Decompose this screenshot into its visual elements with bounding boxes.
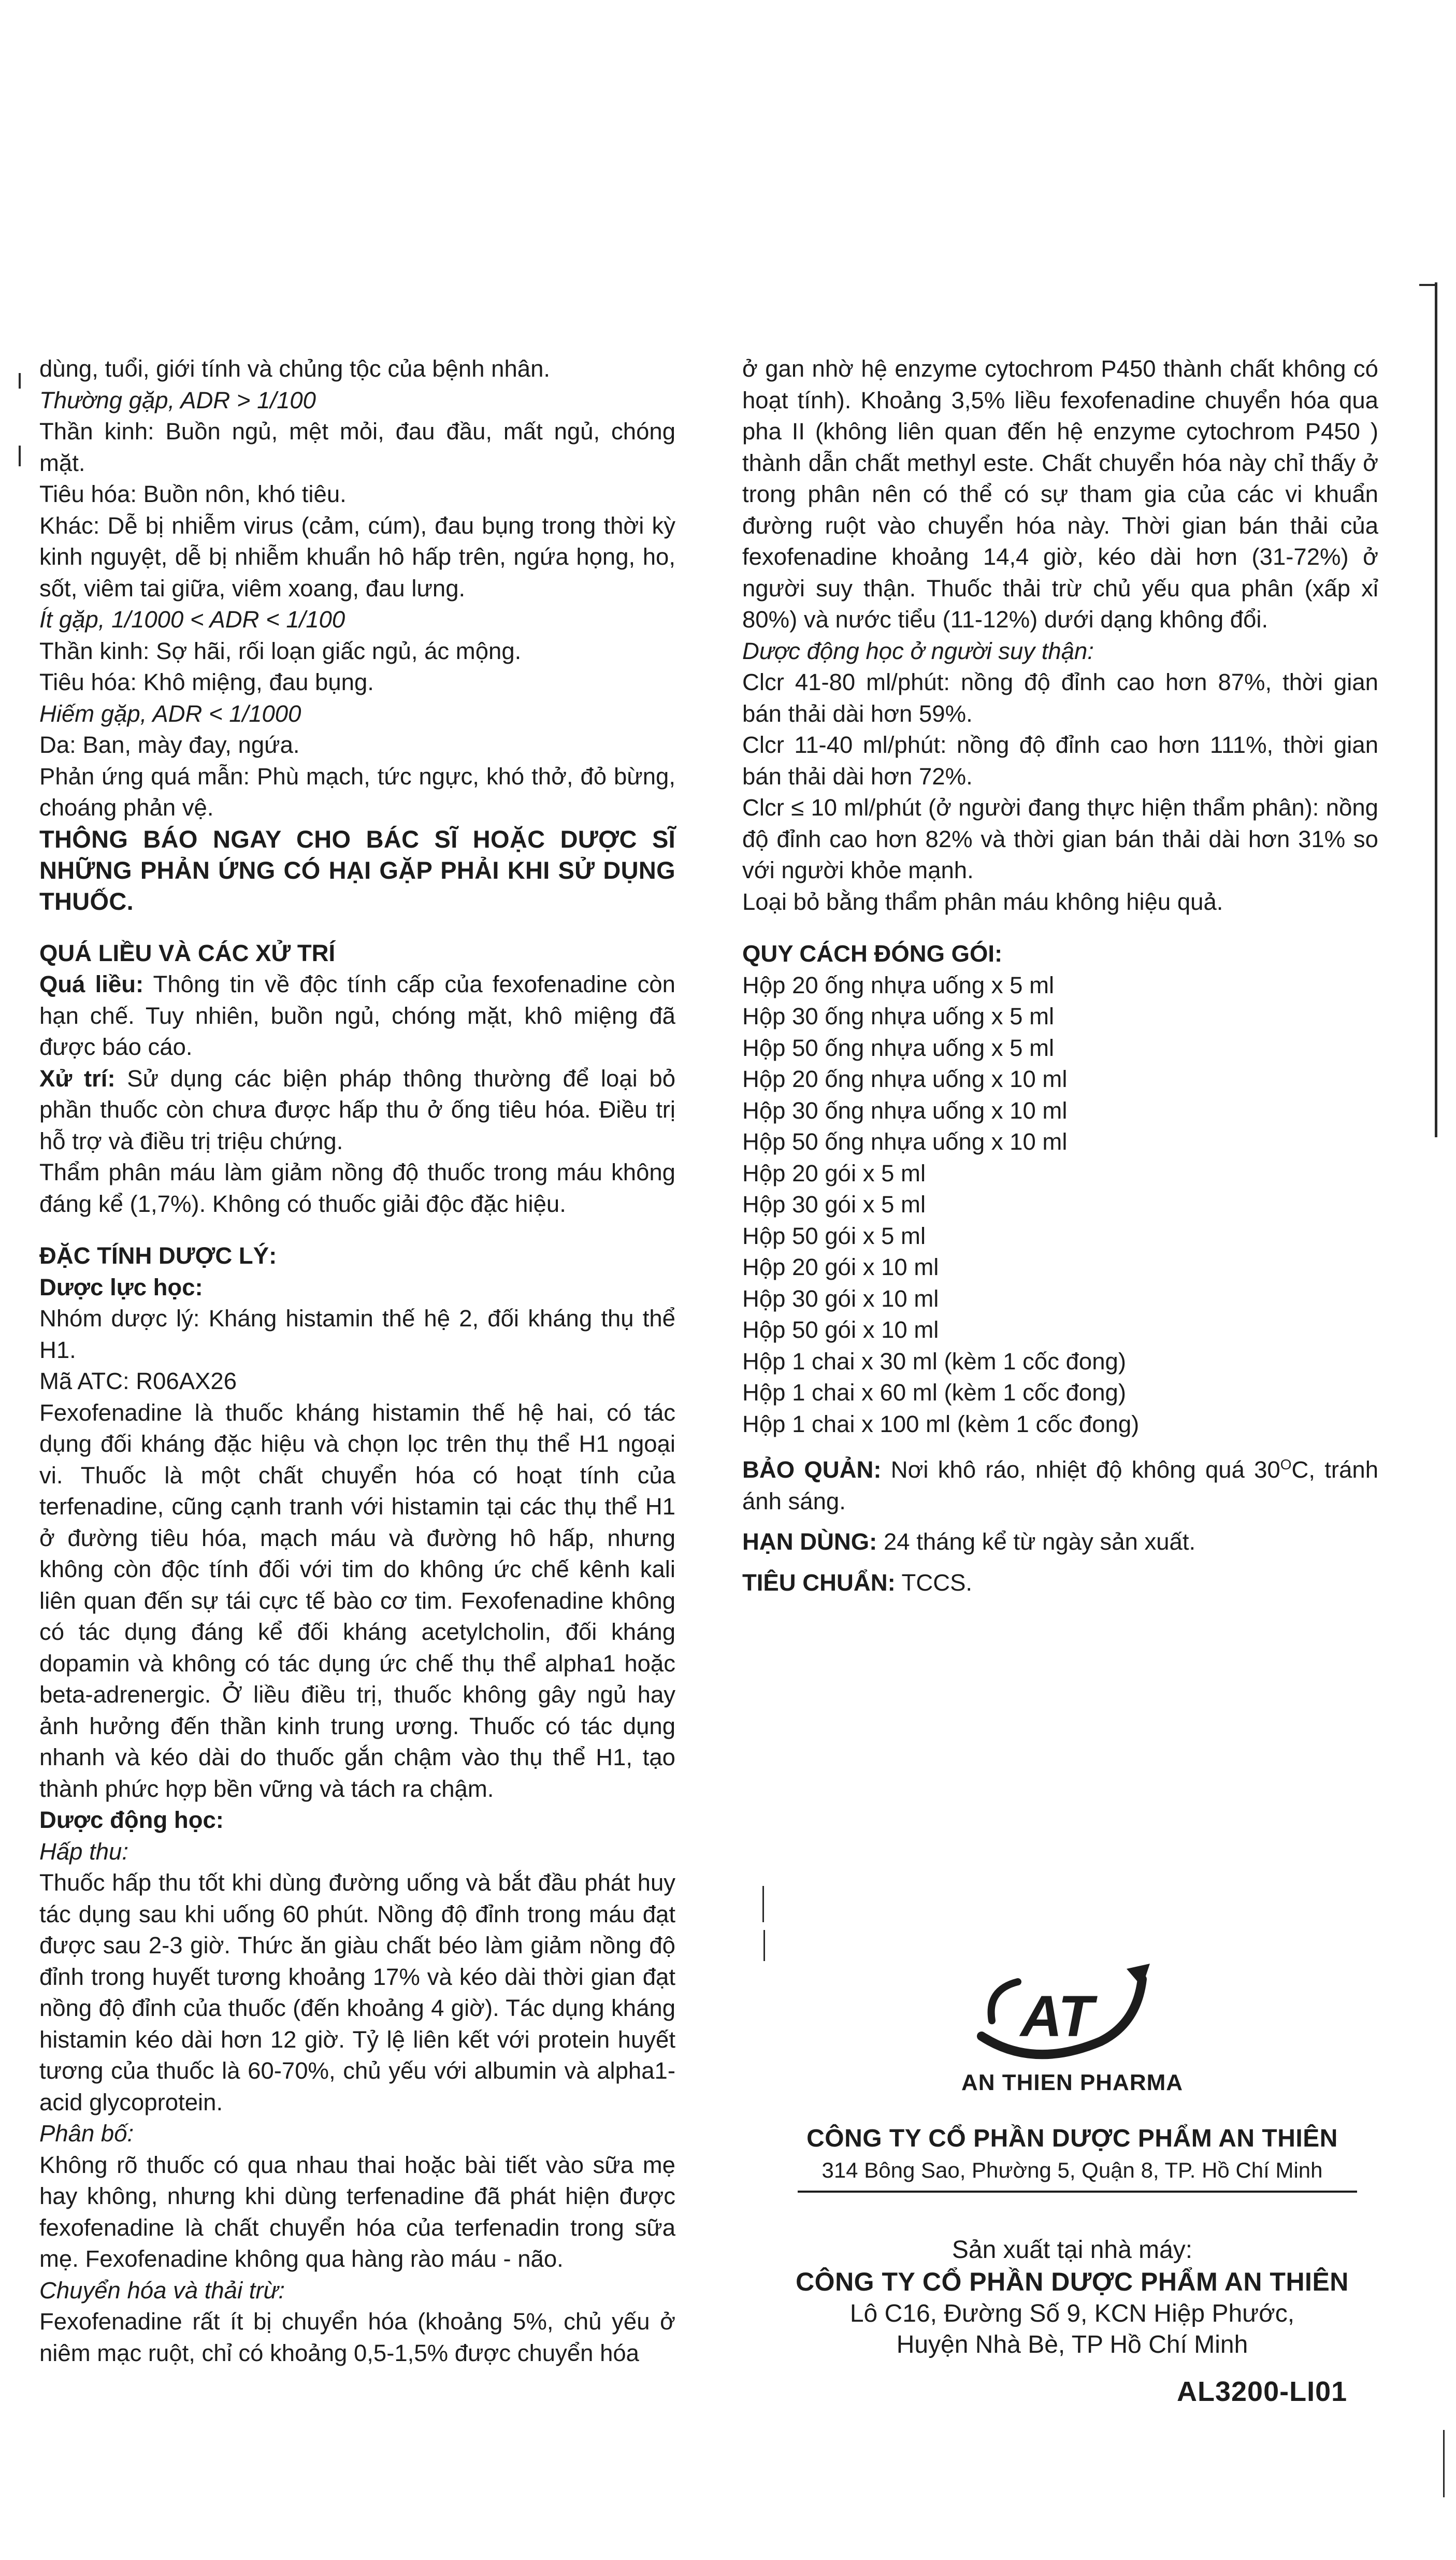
text-line: Tiêu hóa: Khô miệng, đau bụng. — [39, 669, 374, 695]
text-line: Thần kinh: Buồn ngủ, mệt mỏi, đau đầu, mất ngủ, chóng mặt. — [39, 418, 675, 476]
expiry-text: 24 tháng kể từ ngày sản xuất. — [877, 1528, 1196, 1555]
list-item: Hộp 30 ống nhựa uống x 10 ml — [742, 1097, 1068, 1124]
text-line: Da: Ban, mày đay, ngứa. — [39, 732, 300, 758]
text-line: Clcr 41-80 ml/phút: nồng độ đỉnh cao hơn 87%, thời gian bán thải dài hơn 59%. — [742, 669, 1378, 727]
section-heading-pharmacology: ĐẶC TÍNH DƯỢC LÝ: — [39, 1242, 277, 1269]
scan-mark — [762, 1886, 764, 1922]
list-item: Hộp 20 gói x 10 ml — [742, 1254, 939, 1280]
standard-paragraph — [742, 1567, 1378, 1599]
factory-name: CÔNG TY CỔ PHẦN DƯỢC PHẨM AN THIÊN — [796, 2267, 1349, 2296]
text-line: Mã ATC: R06AX26 — [39, 1368, 237, 1394]
frequency-heading-uncommon: Ít gặp, 1/1000 < ADR < 1/100 — [39, 606, 345, 633]
section-heading-overdose: QUÁ LIỀU VÀ CÁC XỬ TRÍ — [39, 939, 336, 966]
treatment-paragraph — [39, 1063, 675, 1157]
overdose-label: Quá liều: — [39, 971, 144, 997]
treatment-text: Sử dụng các biện pháp thông thường để loại bỏ phần thuốc còn chưa được hấp thu ở ống tiêu hóa. Điều trị hỗ trợ và điều trị triệu chứng. — [39, 1065, 676, 1154]
text-line: Thẩm phân máu làm giảm nồng độ thuốc trong máu không đáng kể (1,7%). Không có thuốc giải độc đặc hiệu. — [39, 1159, 675, 1217]
factory-address-line-1: Lô C16, Đường Số 9, KCN Hiệp Phước, — [849, 2300, 1295, 2327]
brand-name: AN THIEN PHARMA — [961, 2070, 1184, 2095]
section-heading-packaging: QUY CÁCH ĐÓNG GÓI: — [742, 940, 1003, 967]
storage-paragraph — [742, 1449, 1378, 1517]
text-line: Khác: Dễ bị nhiễm virus (cảm, cúm), đau bụng trong thời kỳ kinh nguyệt, dễ bị nhiễm khuẩn hô hấp trên, ngứa họng, ho, sốt, viêm tai giữa, viêm xoang, đau lưng. — [39, 512, 675, 602]
text-line: Thần kinh: Sợ hãi, rối loạn giấc ngủ, ác mộng. — [39, 637, 522, 664]
storage-label: BẢO QUẢN: — [742, 1456, 882, 1483]
company-name: CÔNG TY CỔ PHẦN DƯỢC PHẨM AN THIÊN — [806, 2125, 1338, 2152]
list-item: Hộp 1 chai x 100 ml (kèm 1 cốc đong) — [742, 1410, 1140, 1437]
document-code: AL3200-LI01 — [1177, 2376, 1348, 2407]
list-item: Hộp 30 gói x 10 ml — [742, 1285, 939, 1312]
list-item: Hộp 30 ống nhựa uống x 5 ml — [742, 1003, 1055, 1029]
expiry-label: HẠN DÙNG: — [742, 1528, 877, 1555]
list-item: Hộp 1 chai x 30 ml (kèm 1 cốc đong) — [742, 1348, 1126, 1375]
left-column — [39, 353, 675, 2369]
logo-text: AT — [1020, 1984, 1093, 2049]
storage-text-end: C, tránh ánh sáng. — [742, 1456, 1378, 1514]
list-item: Hộp 1 chai x 60 ml (kèm 1 cốc đong) — [742, 1379, 1126, 1406]
text-line: Loại bỏ bằng thẩm phân máu không hiệu quả. — [742, 888, 1223, 915]
list-item: Hộp 50 gói x 10 ml — [742, 1317, 939, 1343]
frequency-heading-rare: Hiếm gặp, ADR < 1/1000 — [39, 700, 301, 727]
subheading-pharmacodynamics: Dược lực học: — [39, 1274, 203, 1300]
scan-mark — [19, 373, 21, 389]
expiry-paragraph — [742, 1526, 1378, 1558]
packaging-list — [742, 970, 1378, 1440]
storage-text: Nơi khô ráo, nhiệt độ không quá 30 — [881, 1456, 1280, 1483]
text-paragraph: ở gan nhờ hệ enzyme cytochrom P450 thành chất không có hoạt tính). Khoảng 3,5% liều fexofenadine chuyển hóa qua pha II (không liên quan đến hệ enzyme cytochrom P450 ) thành dẫn chất methyl este. Chất chuyển hóa này chỉ thấy ở trong phân nên có thể có sự tham gia của các vi khuẩn đường ruột vào chuyển hóa này. Thời gian bán thải của fexofenadine khoảng 14,4 giờ, kéo dài hơn (31-72%) ở người suy thận. Thuốc thải trừ chủ yếu qua phân (xấp xỉ 80%) và nước tiểu (11-12%) dưới dạng không đổi. — [742, 355, 1378, 633]
text-line: Phản ứng quá mẫn: Phù mạch, tức ngực, khó thở, đỏ bừng, choáng phản vệ. — [39, 763, 675, 821]
text-line: Clcr ≤ 10 ml/phút (ở người đang thực hiện thẩm phân): nồng độ đỉnh cao hơn 82% và thời gian bán thải dài hơn 31% so với người khỏe mạnh. — [742, 794, 1378, 883]
scan-edge-line — [1435, 282, 1437, 1137]
subheading-absorption: Hấp thu: — [39, 1838, 129, 1865]
company-address: 314 Bông Sao, Phường 5, Quận 8, TP. Hồ Chí Minh — [821, 2158, 1323, 2182]
scan-mark — [19, 446, 21, 466]
warning-notice: THÔNG BÁO NGAY CHO BÁC SĨ HOẶC DƯỢC SĨ NHỮNG PHẢN ỨNG CÓ HẠI GẶP PHẢI KHI SỬ DỤNG THUỐC. — [39, 825, 675, 915]
standard-text: TCCS. — [895, 1569, 973, 1596]
standard-label: TIÊU CHUẨN: — [742, 1569, 896, 1596]
an-thien-logo-icon — [971, 1958, 1158, 2072]
overdose-text: Thông tin về độc tính cấp của fexofenadine còn hạn chế. Tuy nhiên, buồn ngủ, chóng mặt, khô miệng đã được báo cáo. — [39, 971, 675, 1060]
scan-edge-tick — [1419, 284, 1437, 286]
treatment-label: Xử trí: — [39, 1065, 116, 1092]
text-paragraph: Thuốc hấp thu tốt khi dùng đường uống và bắt đầu phát huy tác dụng sau khi uống 60 phút. Nồng độ đỉnh trong máu đạt được sau 2-3 giờ. Thức ăn giàu chất béo làm giảm nồng độ đỉnh trong huyết tương khoảng 17% và kéo dài thời gian đạt nồng độ đỉnh của thuốc (đến khoảng 4 giờ). Tác dụng kháng histamin kéo dài hơn 12 giờ. Tỷ lệ liên kết với protein huyết tương của thuốc là 60-70%, chủ yếu với albumin và alpha1-acid glycoprotein. — [39, 1869, 675, 2115]
list-item: Hộp 20 ống nhựa uống x 5 ml — [742, 971, 1055, 998]
list-item: Hộp 50 gói x 5 ml — [742, 1222, 926, 1249]
text-line: Nhóm dược lý: Kháng histamin thế hệ 2, đối kháng thụ thể H1. — [39, 1305, 675, 1363]
text-paragraph: Fexofenadine rất ít bị chuyển hóa (khoảng 5%, chủ yếu ở niêm mạc ruột, chỉ có khoảng 0,5-1,5% được chuyển hóa — [39, 2308, 675, 2366]
right-column — [742, 353, 1378, 1598]
text-line: dùng, tuổi, giới tính và chủng tộc của bệnh nhân. — [39, 355, 551, 382]
divider — [798, 2191, 1357, 2193]
text-line: Clcr 11-40 ml/phút: nồng độ đỉnh cao hơn 111%, thời gian bán thải dài hơn 72%. — [742, 732, 1378, 790]
frequency-heading-common: Thường gặp, ADR > 1/100 — [39, 387, 316, 413]
text-paragraph: Fexofenadine là thuốc kháng histamin thế hệ hai, có tác dụng đối kháng đặc hiệu và chọn lọc trên thụ thể H1 ngoại vi. Thuốc là một chất chuyển hóa có hoạt tính của terfenadine, cũng cạnh tranh với histamin tại các thụ thể H1 ở đường tiêu hóa, mạch máu và đường hô hấp, nhưng không còn độc tính đối với tim do không ức chế kênh kali liên quan đến sự tái cực tế bào cơ tim. Fexofenadine không có tác dụng đáng kể đối kháng acetylcholin, đối kháng dopamin và không có tác dụng ức chế thụ thể alpha1 hoặc beta-adrenergic. Ở liều điều trị, thuốc không gây ngủ hay ảnh hưởng đến thần kinh trung ương. Thuốc có tác dụng nhanh và kéo dài do thuốc gắn chậm vào thụ thể H1, tạo thành phức hợp bền vững và tách ra chậm. — [39, 1399, 675, 1802]
subheading-metabolism: Chuyển hóa và thải trừ: — [39, 2277, 285, 2304]
manufactured-at-label: Sản xuất tại nhà máy: — [952, 2236, 1193, 2264]
subheading-distribution: Phân bố: — [39, 2120, 134, 2147]
subheading-pharmacokinetics: Dược động học: — [39, 1807, 224, 1833]
list-item: Hộp 20 gói x 5 ml — [742, 1160, 926, 1186]
text-line: Tiêu hóa: Buồn nôn, khó tiêu. — [39, 481, 347, 507]
list-item: Hộp 20 ống nhựa uống x 10 ml — [742, 1066, 1068, 1092]
list-item: Hộp 50 ống nhựa uống x 10 ml — [742, 1128, 1068, 1155]
list-item: Hộp 30 gói x 5 ml — [742, 1191, 926, 1218]
list-item: Hộp 50 ống nhựa uống x 5 ml — [742, 1034, 1055, 1061]
overdose-paragraph — [39, 969, 675, 1063]
scan-mark — [763, 1930, 765, 1961]
text-paragraph: Không rõ thuốc có qua nhau thai hoặc bài tiết vào sữa mẹ hay không, nhưng khi dùng terfenadine đã phát hiện được fexofenadine là chất chuyển hóa của terfenadin trong sữa mẹ. Fexofenadine không qua hàng rào máu - não. — [39, 2151, 675, 2272]
factory-address-line-2: Huyện Nhà Bè, TP Hồ Chí Minh — [896, 2331, 1248, 2358]
subheading-renal: Dược động học ở người suy thận: — [742, 637, 1094, 664]
degree-superscript: O — [1280, 1456, 1292, 1472]
scan-edge-line — [1443, 2430, 1445, 2497]
